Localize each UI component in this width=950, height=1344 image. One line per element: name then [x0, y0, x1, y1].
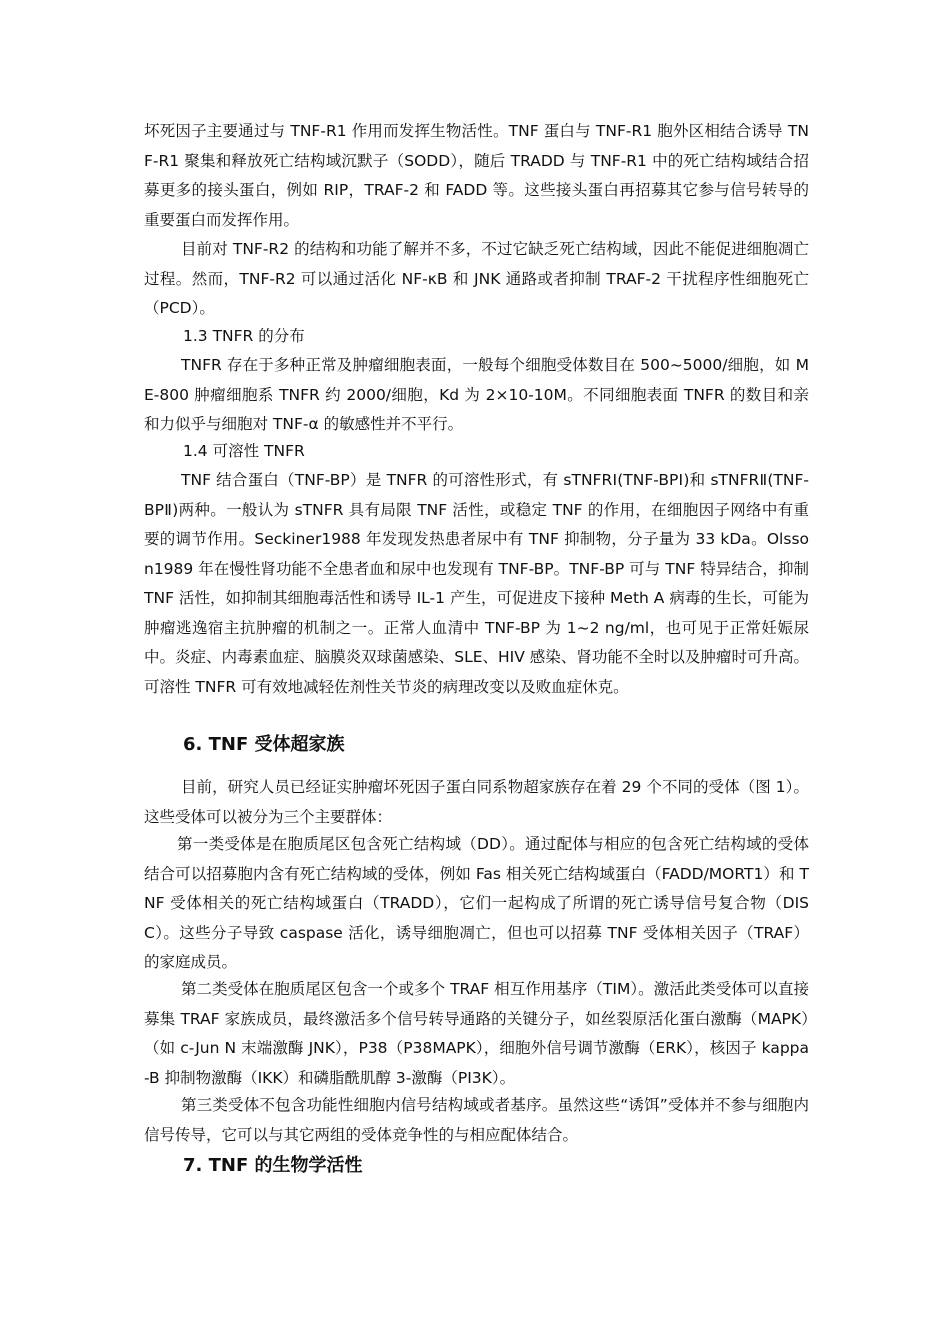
- heading-tnf-biological-activity: 7. TNF 的生物学活性: [183, 1155, 363, 1176]
- paragraph-receptor-class-2: 第二类受体在胞质尾区包含一个或多个 TRAF 相互作用基序（TIM）。激活此类受体可以直接募集 TRAF 家族成员，最终激活多个信号转导通路的关键分子，如丝裂原活化蛋白激酶（MAPK）（如 c-Jun N 末端激酶 JNK），P38（P38MAPK），细胞外信号调节激酶（ERK），核因子 kappa-B 抑制物激酶（IKK）和磷脂酰肌醇 3-激酶（PI3K）。: [144, 980, 809, 1087]
- heading-tnf-receptor-superfamily: 6. TNF 受体超家族: [183, 734, 345, 755]
- paragraph-receptor-class-1: 第一类受体是在胞质尾区包含死亡结构域（DD）。通过配体与相应的包含死亡结构域的受体结合可以招募胞内含有死亡结构域的受体，例如 Fas 相关死亡结构域蛋白（FADD/MORT1）和 TNF 受体相关的死亡结构域蛋白（TRADD），它们一起构成了所谓的死亡诱导信号复合物（DISC）。这些分子导致 caspase 活化，诱导细胞凋亡，但也可以招募 TNF 受体相关因子（TRAF）的家庭成员。: [144, 835, 809, 971]
- paragraph-superfamily-intro: 目前，研究人员已经证实肿瘤坏死因子蛋白同系物超家族存在着 29 个不同的受体（图 1）。这些受体可以被分为三个主要群体：: [144, 778, 809, 826]
- subheading-soluble-tnfr: 1.4 可溶性 TNFR: [183, 442, 305, 460]
- paragraph-soluble-tnfr: TNF 结合蛋白（TNF-BP）是 TNFR 的可溶性形式，有 sTNFRⅠ(TNF-BPⅠ)和 sTNFRⅡ(TNF-BPⅡ)两种。一般认为 sTNFR 具有局限 TNF 活性，或稳定 TNF 的作用，在细胞因子网络中有重要的调节作用。Seckiner1988 年发现发热患者尿中有 TNF 抑制物，分子量为 33 kDa。Olsson1989 年在慢性肾功能不全患者血和尿中也发现有 TNF-BP。TNF-BP 可与 TNF 特异结合，抑制 TNF 活性，如抑制其细胞毒活性和诱导 IL-1 产生，可促进皮下接种 Meth A 病毒的生长，可能为肿瘤逃逸宿主抗肿瘤的机制之一。正常人血清中 TNF-BP 为 1~2 ng/ml，也可见于正常妊娠尿中。炎症、内毒素血症、脑膜炎双球菌感染、SLE、HIV 感染、肾功能不全时以及肿瘤时可升高。可溶性 TNFR 可有效地减轻佐剂性关节炎的病理改变以及败血症休克。: [144, 471, 809, 696]
- paragraph-receptor-class-3: 第三类受体不包含功能性细胞内信号结构域或者基序。虽然这些“诱饵”受体并不参与细胞内信号传导，它可以与其它两组的受体竞争性的与相应配体结合。: [144, 1096, 809, 1144]
- paragraph-tnfr2: 目前对 TNF-R2 的结构和功能了解并不多，不过它缺乏死亡结构域，因此不能促进细胞凋亡过程。然而，TNF-R2 可以通过活化 NF-κB 和 JNK 通路或者抑制 TRAF-2 干扰程序性细胞死亡（PCD）。: [144, 240, 809, 317]
- subheading-tnfr-distribution: 1.3 TNFR 的分布: [183, 327, 305, 345]
- paragraph-tnfr-distribution: TNFR 存在于多种正常及肿瘤细胞表面，一般每个细胞受体数目在 500~5000/细胞，如 ME-800 肿瘤细胞系 TNFR 约 2000/细胞，Kd 为 2×10-10M。不同细胞表面 TNFR 的数目和亲和力似乎与细胞对 TNF-α 的敏感性并不平行。: [144, 356, 809, 433]
- paragraph-tnfr1-signaling: 坏死因子主要通过与 TNF-R1 作用而发挥生物活性。TNF 蛋白与 TNF-R1 胞外区相结合诱导 TNF-R1 聚集和释放死亡结构域沉默子（SODD），随后 TRADD 与 TNF-R1 中的死亡结构域结合招募更多的接头蛋白，例如 RIP，TRAF-2 和 FADD 等。这些接头蛋白再招募其它参与信号转导的重要蛋白而发挥作用。: [144, 122, 809, 229]
